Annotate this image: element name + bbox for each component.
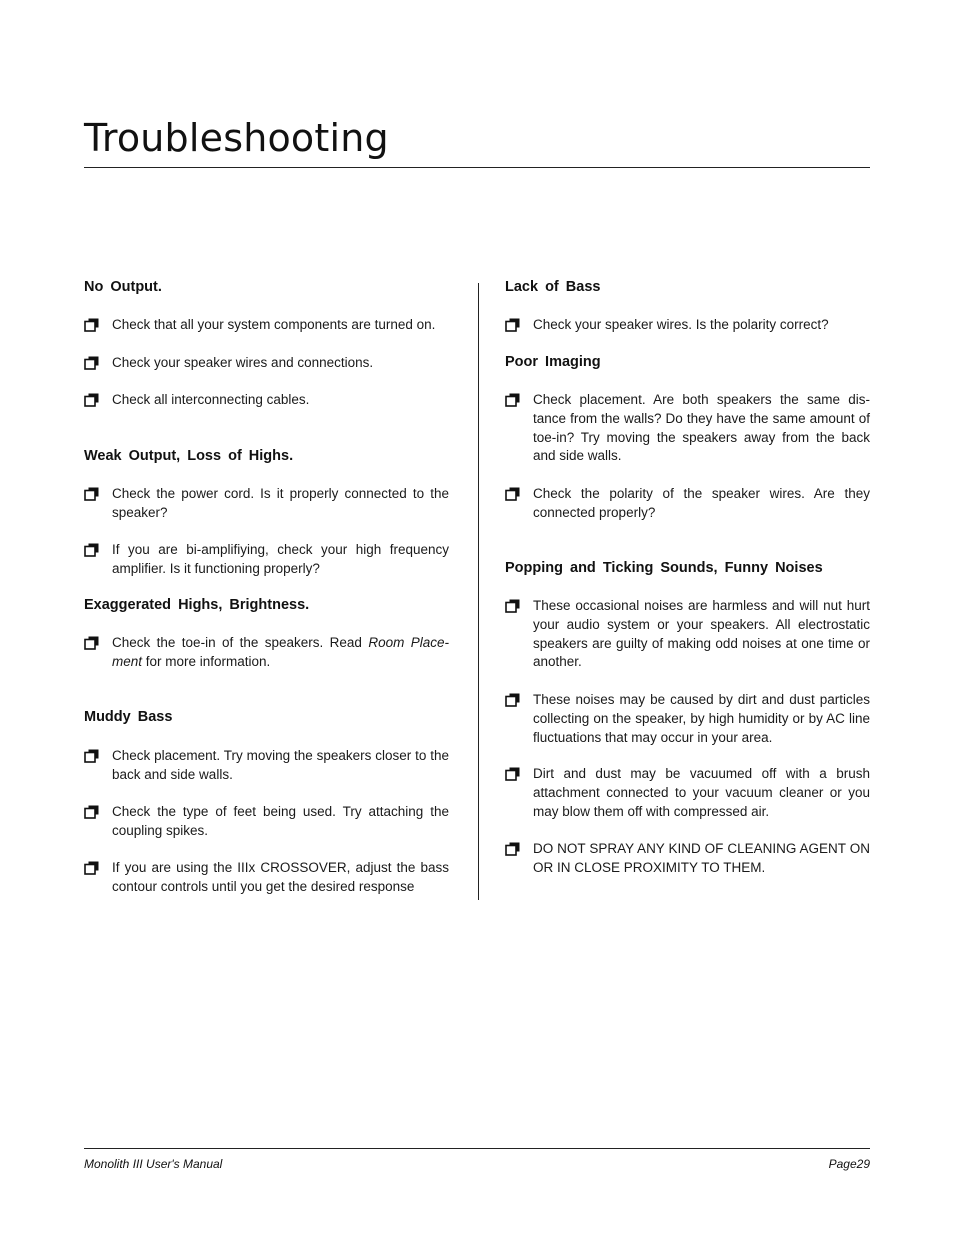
list-item-text: These occasional noises are harmless and will nut hurt your audio system or your speakers. All electrostatic speakers are guilty of making odd noises at one time or another. — [533, 598, 870, 670]
list-item-text: Check the type of feet being used. Try attaching the coupling spikes. — [112, 804, 449, 838]
text-run: for more information. — [142, 653, 271, 669]
list-item-text: If you are bi-amplifiying, check your high frequency amplifier. Is it functioning properly? — [112, 542, 449, 576]
heading-muddy-bass: Muddy Bass — [84, 709, 173, 725]
page-title: Troubleshooting — [84, 116, 389, 160]
checkbox-bullet-icon — [84, 543, 100, 557]
checkbox-bullet-icon — [84, 356, 100, 370]
heading-popping-ticking: Popping and Ticking Sounds, Funny Noises — [505, 560, 823, 576]
list-item-text — [112, 634, 449, 672]
list-item-text: Check all interconnecting cables. — [112, 392, 310, 407]
footer-page-number: Page29 — [828, 1157, 870, 1171]
checkbox-bullet-icon — [505, 767, 521, 781]
checkbox-bullet-icon — [505, 693, 521, 707]
heading-poor-imaging: Poor Imaging — [505, 354, 601, 370]
title-rule — [84, 167, 870, 168]
room-placement-reference: Room Place-ment — [112, 635, 449, 669]
checkbox-bullet-icon — [505, 318, 521, 332]
checkbox-bullet-icon — [84, 861, 100, 875]
list-item-text: DO NOT SPRAY ANY KIND OF CLEANING AGENT ON OR IN CLOSE PROXIMITY TO THEM. — [533, 841, 870, 875]
heading-exaggerated-highs: Exaggerated Highs, Brightness. — [84, 597, 310, 613]
checkbox-bullet-icon — [84, 318, 100, 332]
checkbox-bullet-icon — [505, 842, 521, 856]
checkbox-bullet-icon — [505, 487, 521, 501]
list-item-text: Check placement. Are both speakers the same dis-tance from the walls? Do they have the same amount of toe-in? Try moving the speakers away from the back and side walls. — [533, 392, 870, 464]
heading-lack-of-bass: Lack of Bass — [505, 279, 601, 295]
list-item-text: Check your speaker wires and connections. — [112, 355, 374, 370]
checkbox-bullet-icon — [84, 393, 100, 407]
list-item-text: Check the polarity of the speaker wires. Are they connected properly? — [533, 486, 870, 520]
checkbox-bullet-icon — [84, 749, 100, 763]
list-item-text: Check your speaker wires. Is the polarity correct? — [533, 317, 829, 332]
list-item-text: These noises may be caused by dirt and dust particles collecting on the speaker, by high humidity or by AC line fluctuations that may occur in your area. — [533, 692, 870, 745]
footer-manual-title: Monolith III User's Manual — [84, 1157, 223, 1171]
column-divider — [478, 283, 479, 900]
checkbox-bullet-icon — [84, 636, 100, 650]
list-item-text: Check that all your system components are turned on. — [112, 317, 436, 332]
checkbox-bullet-icon — [505, 393, 521, 407]
checkbox-bullet-icon — [84, 487, 100, 501]
heading-weak-output: Weak Output, Loss of Highs. — [84, 448, 294, 464]
checkbox-bullet-icon — [84, 805, 100, 819]
heading-no-output: No Output. — [84, 279, 162, 295]
checkbox-bullet-icon — [505, 599, 521, 613]
footer-rule — [84, 1148, 870, 1149]
list-item-text: Check the power cord. Is it properly connected to the speaker? — [112, 486, 449, 520]
list-item-text: Dirt and dust may be vacuumed off with a brush attachment connected to your vacuum cleaner or you may blow them off with compressed air. — [533, 766, 870, 819]
list-item-text: If you are using the IIIx CROSSOVER, adjust the bass contour controls until you get the desired response — [112, 860, 449, 894]
list-item-text: Check placement. Try moving the speakers closer to the back and side walls. — [112, 748, 449, 782]
text-run: Check the toe-in of the speakers. Read — [112, 635, 369, 650]
